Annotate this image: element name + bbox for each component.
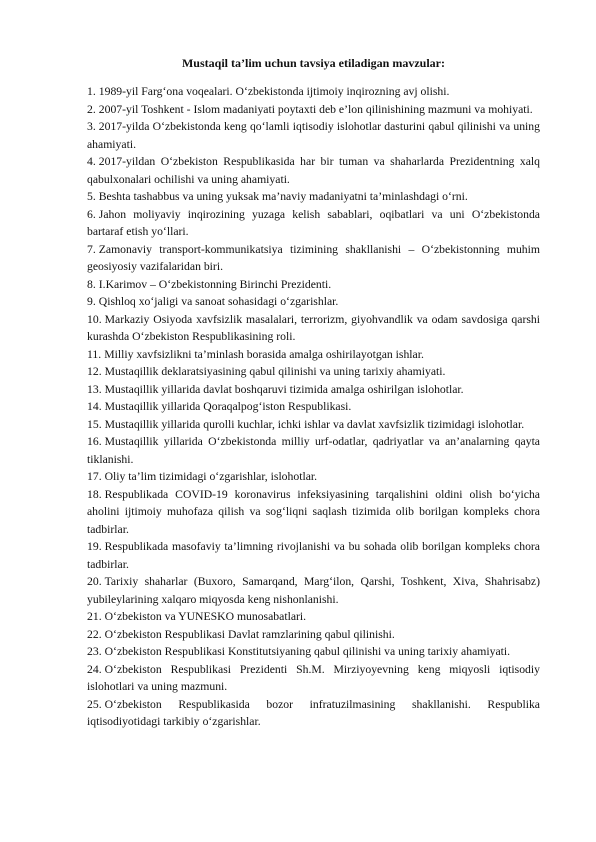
- item-number: 6.: [87, 207, 96, 221]
- item-number: 24.: [87, 662, 102, 676]
- item-number: 18.: [87, 487, 102, 501]
- list-item: [87, 468, 540, 486]
- topic-list: [87, 83, 540, 731]
- item-text: Mustaqillik deklaratsiyasining qabul qilinishi va uning tarixiy ahamiyati.: [104, 365, 446, 378]
- item-number: 14.: [87, 400, 102, 413]
- item-text: Mustaqillik yillarida O‘zbekistonda milliy urf-odatlar, qadriyatlar va an’analarning qayta tiklanishi.: [87, 435, 540, 466]
- list-item: [87, 381, 540, 399]
- list-item: [87, 118, 540, 153]
- item-number: 13.: [87, 382, 102, 396]
- item-number: 19.: [87, 540, 102, 553]
- item-number: 10.: [87, 312, 102, 326]
- item-number: 22.: [87, 627, 102, 641]
- list-item: [87, 188, 540, 206]
- item-text: Respublikada masofaviy ta’limning rivojlanishi va bu sohada olib borilgan kompleks chora tadbirlar.: [87, 540, 540, 571]
- item-text: O‘zbekiston Respublikasi Prezidenti Sh.M. Mirziyoyevning keng miqyosli iqtisodiy islohotlari va uning mazmuni.: [87, 662, 540, 693]
- item-number: 25.: [87, 697, 102, 711]
- item-number: 4.: [87, 155, 96, 168]
- item-number: 5.: [87, 190, 96, 203]
- list-item: [87, 276, 540, 294]
- list-item: [87, 83, 540, 101]
- item-text: Zamonaviy transport-kommunikatsiya tizimining shakllanishi – O‘zbekistonning muhim geosiyosiy vazifalaridan biri.: [87, 242, 540, 273]
- item-text: O‘zbekiston va YUNESKO munosabatlari.: [104, 610, 307, 623]
- item-text: 2017-yildan O‘zbekiston Respublikasida har bir tuman va shaharlarda Prezidentning xalq qabulxonalari ochilishi va uning ahamiyati.: [87, 155, 540, 186]
- item-text: 2017-yilda O‘zbekistonda keng qo‘lamli iqtisodiy islohotlar dasturini qabul qilinishi va uning ahamiyati.: [87, 120, 540, 151]
- list-item: [87, 101, 540, 119]
- item-number: 2.: [87, 102, 96, 116]
- item-text: Qishloq xo‘jaligi va sanoat sohasidagi o‘zgarishlar.: [98, 295, 339, 308]
- list-item: [87, 573, 540, 608]
- item-text: Markaziy Osiyoda xavfsizlik masalalari, terrorizm, giyohvandlik va odam savdosiga qarshi kurashda O‘zbekiston Respublikasining roli.: [87, 312, 540, 343]
- page-title: Mustaqil ta’lim uchun tavsiya etiladigan mavzular:: [181, 56, 445, 70]
- item-number: 1.: [87, 85, 96, 98]
- item-number: 17.: [87, 470, 102, 483]
- item-text: O‘zbekiston Respublikasi Konstitutsiyaning qabul qilinishi va uning tarixiy ahamiyati.: [104, 645, 511, 658]
- list-item: [87, 398, 540, 416]
- list-item: [87, 346, 540, 364]
- item-number: 3.: [87, 120, 96, 133]
- item-text: Mustaqillik yillarida Qoraqalpog‘iston Respublikasi.: [104, 400, 352, 413]
- item-text: Milliy xavfsizlikni ta’minlash borasida amalga oshirilayotgan ishlar.: [104, 347, 424, 361]
- list-item: [87, 416, 540, 434]
- list-item: [87, 626, 540, 644]
- item-text: Respublikada COVID-19 koronavirus infeksiyasining tarqalishini oldini olish bo‘yicha aholini ijtimoiy muhofaza qilish va sog‘liqni saqlash tizimida olib borilgan kompleks chora tadbirlar.: [87, 487, 540, 536]
- item-text: Mustaqillik yillarida davlat boshqaruvi tizimida amalga oshirilgan islohotlar.: [104, 382, 464, 396]
- item-number: 16.: [87, 435, 102, 448]
- list-item: [87, 241, 540, 276]
- item-number: 8.: [87, 277, 96, 291]
- item-number: 12.: [87, 365, 102, 378]
- item-number: 21.: [87, 610, 102, 623]
- list-item: [87, 696, 540, 731]
- list-item: [87, 643, 540, 661]
- list-item: [87, 293, 540, 311]
- item-text: O‘zbekiston Respublikasi Davlat ramzlarining qabul qilinishi.: [104, 627, 395, 641]
- item-text: 1989-yil Farg‘ona voqealari. O‘zbekistonda ijtimoiy inqirozning avj olishi.: [98, 85, 450, 98]
- list-item: [87, 153, 540, 188]
- item-text: Beshta tashabbus va uning yuksak ma’naviy madaniyatni ta’minlashdagi o‘rni.: [98, 190, 468, 203]
- item-number: 20.: [87, 575, 102, 588]
- item-text: Oliy ta’lim tizimidagi o‘zgarishlar, islohotlar.: [104, 470, 318, 483]
- item-text: Tarixiy shaharlar (Buxoro, Samarqand, Marg‘ilon, Qarshi, Toshkent, Xiva, Shahrisabz) yubileylarining xalqaro miqyosda keng nishonlanishi.: [87, 575, 540, 606]
- item-number: 7.: [87, 242, 96, 256]
- list-item: [87, 486, 540, 539]
- item-number: 11.: [87, 347, 102, 361]
- item-text: Mustaqillik yillarida qurolli kuchlar, ichki ishlar va davlat xavfsizlik tizimidagi islohotlar.: [104, 417, 525, 431]
- list-item: [87, 311, 540, 346]
- item-number: 23.: [87, 645, 102, 658]
- item-text: I.Karimov – O‘zbekistonning Birinchi Prezidenti.: [98, 277, 332, 291]
- list-item: [87, 538, 540, 573]
- item-number: 9.: [87, 295, 96, 308]
- list-item: [87, 608, 540, 626]
- list-item: [87, 433, 540, 468]
- item-number: 15.: [87, 417, 102, 431]
- item-text: 2007-yil Toshkent - Islom madaniyati poytaxti deb e’lon qilinishining mazmuni va mohiyati.: [98, 102, 533, 116]
- item-text: Jahon moliyaviy inqirozining yuzaga kelish sabablari, oqibatlari va uni O‘zbekistonda bartaraf etish yo‘llari.: [87, 207, 540, 238]
- item-text: O‘zbekiston Respublikasida bozor infratuzilmasining shakllanishi. Respublika iqtisodiyotidagi tarkibiy o‘zgarishlar.: [87, 697, 540, 728]
- list-item: [87, 363, 540, 381]
- list-item: [87, 661, 540, 696]
- list-item: [87, 206, 540, 241]
